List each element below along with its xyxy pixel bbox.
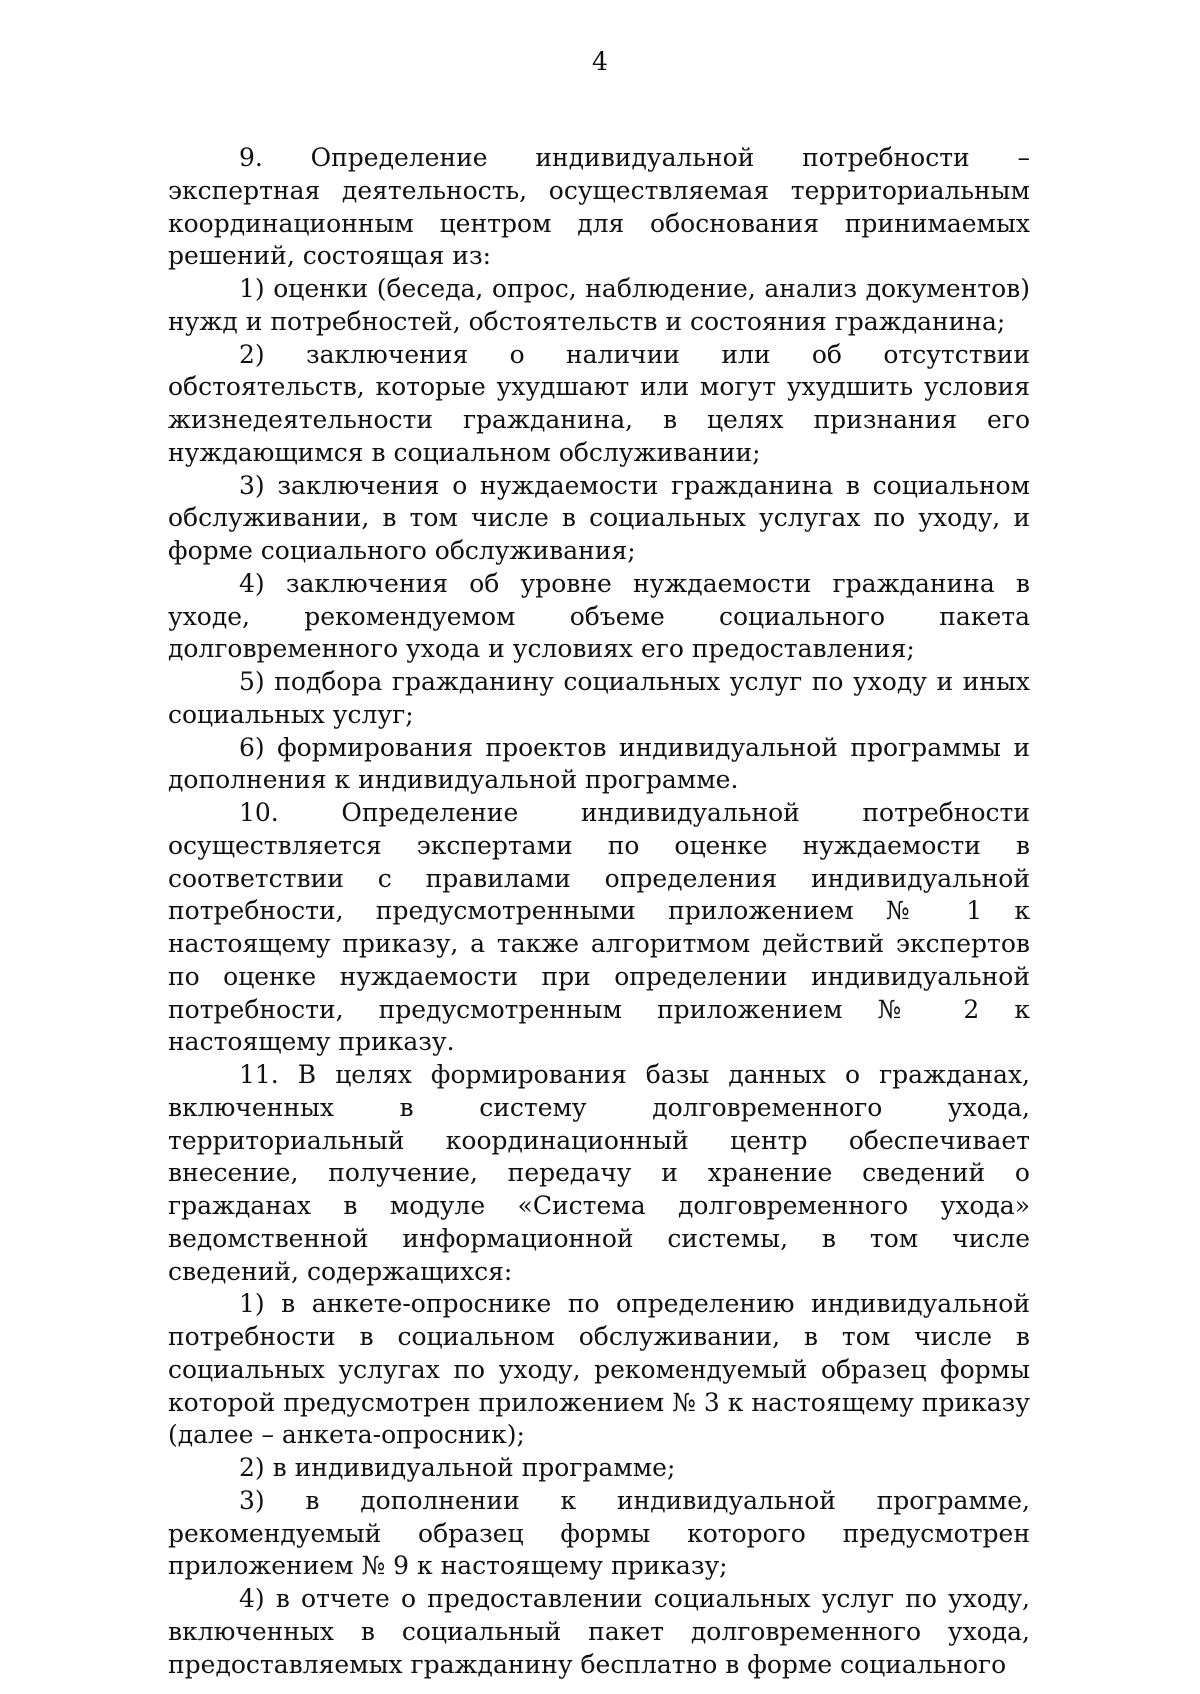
paragraph-10: 10. Определение индивидуальной потребности осуществляется экспертами по оценке нуждаемости в соответствии с правилами определения индивидуальной потребности, предусмотренными приложением № 1 к настоящему приказу, а также алгоритмом действий экспертов по оценке нуждаемости при определении индивидуальной потребности, предусмотренным приложением № 2 к настоящему приказу. (168, 798, 1030, 1057)
document-body (168, 142, 1030, 1681)
paragraph-9: 9. Определение индивидуальной потребности – экспертная деятельность, осуществляемая территориальным координационным центром для обоснования принимаемых решений, состоящая из: (168, 143, 1030, 271)
paragraph-11: 11. В целях формирования базы данных о гражданах, включенных в систему долговременного ухода, территориальный координационный центр обеспечивает внесение, получение, передачу и хранение сведений о гражданах в модуле «Система долговременного ухода» ведомственной информационной системы, в том числе сведений, содержащихся: (168, 1060, 1030, 1286)
list-item-9-2: 2) заключения о наличии или об отсутствии обстоятельств, которые ухудшают или могут ухудшить условия жизнедеятельности гражданина, в целях признания его нуждающимся в социальном обслуживании; (168, 339, 1030, 467)
list-item-9-5: 5) подбора гражданину социальных услуг по уходу и иных социальных услуг; (168, 667, 1030, 729)
list-item-9-6: 6) формирования проектов индивидуальной программы и дополнения к индивидуальной программе. (168, 732, 1030, 795)
list-item-11-4: 4) в отчете о предоставлении социальных услуг по уходу, включенных в социальный пакет долговременного ухода, предоставляемых гражданину бесплатно в форме социального (168, 1584, 1030, 1679)
list-item-11-1: 1) в анкете-опроснике по определению индивидуальной потребности в социальном обслуживании, в том числе в социальных услугах по уходу, рекомендуемый образец формы которой предусмотрен приложением № 3 к настоящему приказу (далее – анкета-опросник); (168, 1289, 1030, 1450)
list-item-9-1: 1) оценки (беседа, опрос, наблюдение, анализ документов) нужд и потребностей, обстоятельств и состояния гражданина; (168, 274, 1030, 336)
page-number: 4 (592, 47, 608, 76)
list-item-11-2: 2) в индивидуальной программе; (239, 1453, 676, 1482)
list-item-11-3: 3) в дополнении к индивидуальной программе, рекомендуемый образец формы которого предусмотрен приложением № 9 к настоящему приказу; (168, 1485, 1030, 1581)
list-item-9-3: 3) заключения о нуждаемости гражданина в социальном обслуживании, в том числе в социальных услугах по уходу, и форме социального обслуживания; (168, 470, 1030, 565)
list-item-9-4: 4) заключения об уровне нуждаемости гражданина в уходе, рекомендуемом объеме социального пакета долговременного ухода и условиях его предоставления; (168, 568, 1030, 664)
